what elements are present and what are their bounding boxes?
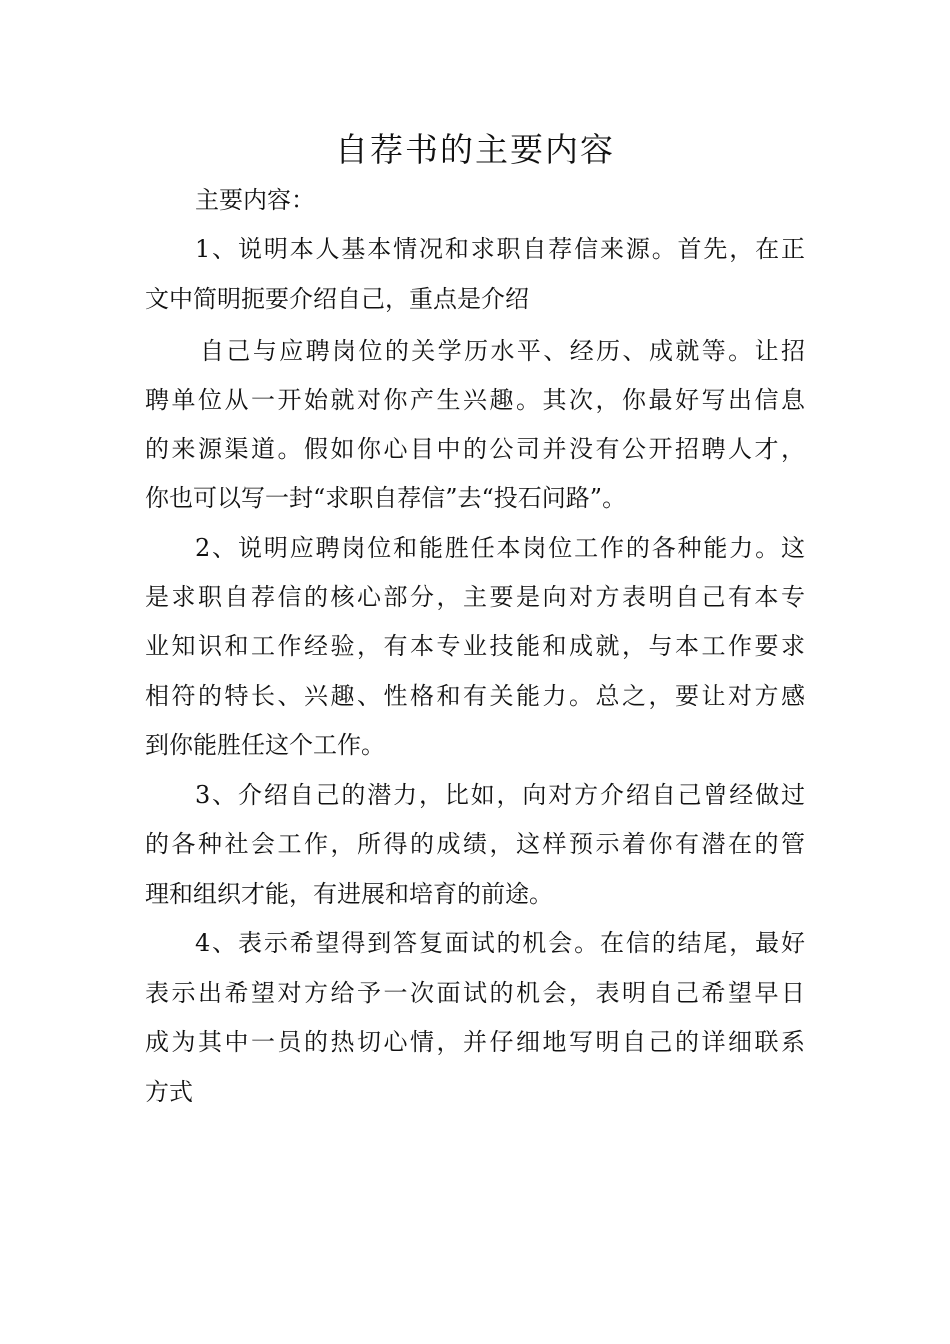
document-title: 自荐书的主要内容 (335, 130, 615, 169)
paragraph-line: 业知识和工作经验，有本专业技能和成就，与本工作要求 (145, 632, 805, 660)
paragraph-line: 理和组织才能，有进展和培育的前途。 (145, 880, 553, 908)
paragraph-line: 3、介绍自己的潜力，比如，向对方介绍自己曾经做过 (195, 781, 805, 809)
paragraph-line: 2、说明应聘岗位和能胜任本岗位工作的各种能力。这 (195, 534, 805, 562)
paragraph-line: 的各种社会工作，所得的成绩，这样预示着你有潜在的管 (145, 830, 805, 858)
paragraph-line: 的来源渠道。假如你心目中的公司并没有公开招聘人才， (145, 435, 805, 463)
paragraph-line: 方式 (145, 1078, 193, 1106)
paragraph-line: 到你能胜任这个工作。 (145, 731, 385, 759)
paragraph-line: 聘单位从一开始就对你产生兴趣。其次，你最好写出信息 (145, 386, 805, 414)
paragraph-line: 4、表示希望得到答复面试的机会。在信的结尾，最好 (195, 929, 805, 957)
paragraph-line: 表示出希望对方给予一次面试的机会，表明自己希望早日 (145, 979, 805, 1007)
paragraph-line: 自己与应聘岗位的关学历水平、经历、成就等。让招 (200, 337, 805, 365)
paragraph-line: 1、说明本人基本情况和求职自荐信来源。首先，在正 (195, 235, 805, 263)
paragraph-line: 是求职自荐信的核心部分，主要是向对方表明自己有本专 (145, 583, 805, 611)
section-heading: 主要内容： (195, 186, 315, 214)
paragraph-line: 文中简明扼要介绍自己，重点是介绍 (145, 285, 529, 313)
paragraph-line: 相符的特长、兴趣、性格和有关能力。总之，要让对方感 (145, 682, 805, 710)
paragraph-line: 你也可以写一封“求职自荐信”去“投石问路”。 (145, 484, 627, 512)
paragraph-line: 成为其中一员的热切心情，并仔细地写明自己的详细联系 (145, 1028, 805, 1056)
